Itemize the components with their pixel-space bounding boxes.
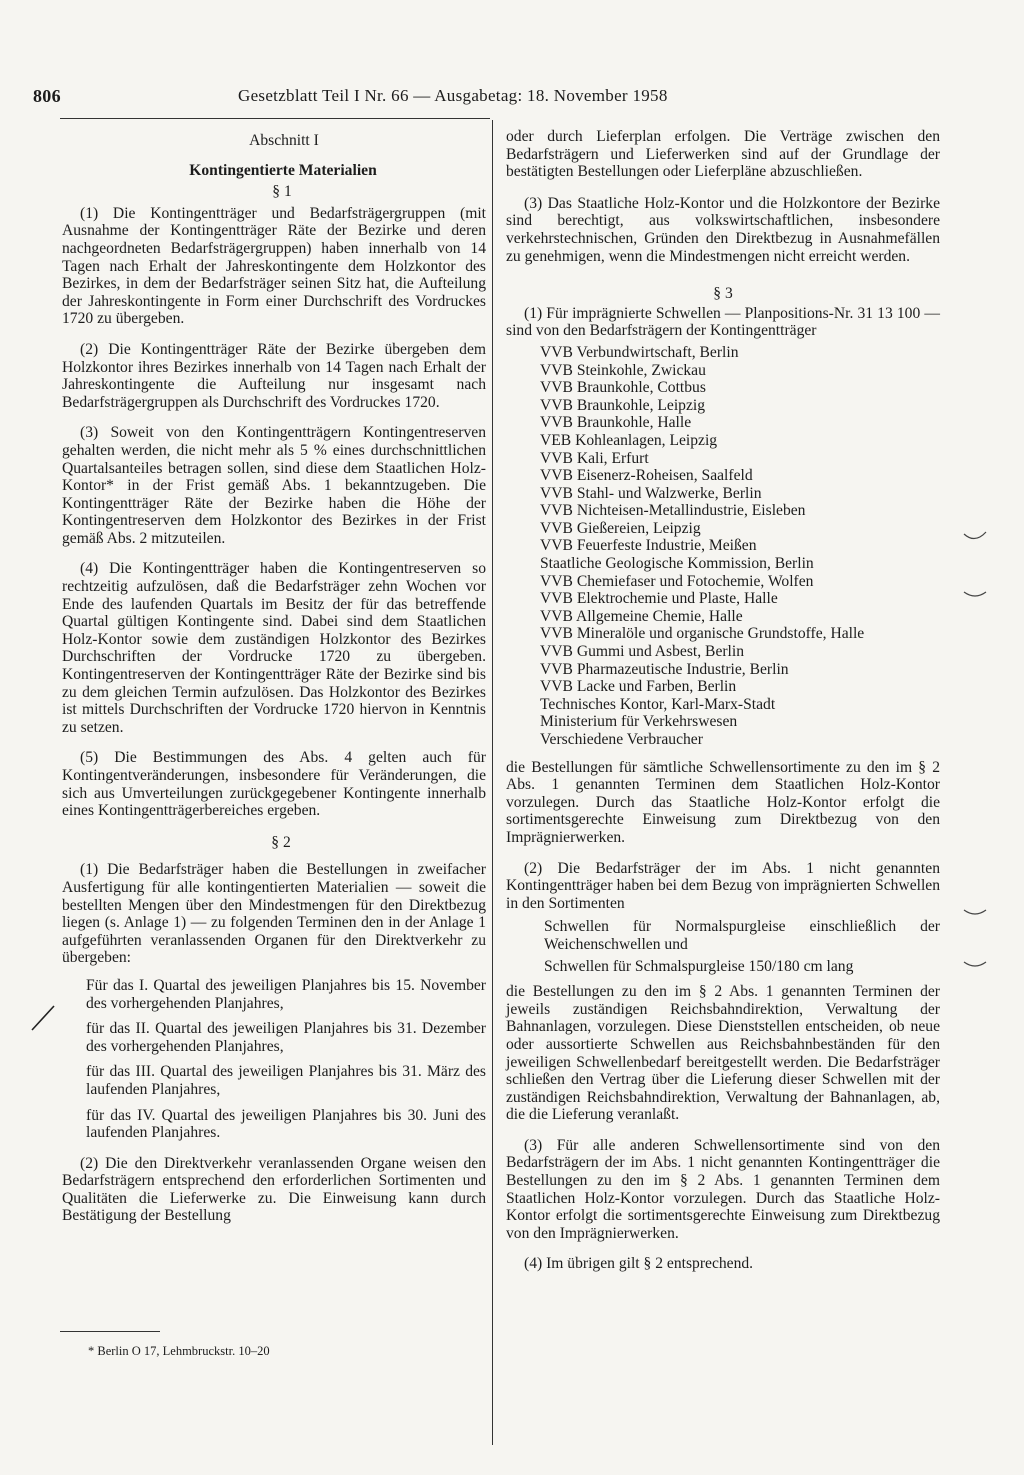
list-item: VVB Mineralöle und organische Grundstoffe, Halle <box>540 625 865 643</box>
section-title: Abschnitt I <box>249 132 319 149</box>
list-item: VEB Kohleanlagen, Leipzig <box>540 431 718 449</box>
list-item: VVB Eisenerz-Roheisen, Saalfeld <box>540 467 753 485</box>
list-item: VVB Allgemeine Chemie, Halle <box>540 607 743 625</box>
list-item: VVB Braunkohle, Halle <box>540 414 692 432</box>
continuation-text: oder durch Lieferplan erfolgen. Die Verträge zwischen den Bedarfsträgern und Lieferwerken sind auf der Grundlage der bestätigten Bestellungen oder Lieferpläne abzuschließen. <box>506 128 940 181</box>
paragraph-3-heading: § 3 <box>713 285 733 303</box>
p2-1: (1) Die Bedarfsträger haben die Bestellungen in zweifacher Ausfertigung für alle kontingentierten Materialien — soweit die bestellten Mengen über den Mindestmengen für den Direktbezug liegen (s. Anlage 1) — zu folgenden Terminen den in der Anlage 1 aufgeführten veranlassenden Organen für den Direktverkehr zu übergeben: <box>62 861 486 967</box>
section-subtitle: Kontingentierte Materialien <box>189 161 377 179</box>
list-item: VVB Gießereien, Leipzig <box>540 519 701 537</box>
p3-1-continuation: die Bestellungen für sämtliche Schwellensortimente zu den im § 2 Abs. 1 genannten Terminen dem Staatlichen Holz-Kontor vorzulegen. Durch das Staatliche Holz-Kontor erfolgt die sortimentsgerechte Einweisung zum Direktbezug von den Imprägnierwerken. <box>506 758 940 846</box>
p2-2: (2) Die den Direktverkehr veranlassenden Organe weisen den Bedarfsträgern entsprechend den erforderlichen Sortimenten und Qualitäten die Lieferwerke zu. Die Einweisung kann durch Bestätigung der Bestellung <box>62 1154 486 1225</box>
p3-1: (1) Für imprägnierte Schwellen — Planpositions-Nr. 31 13 100 — sind von den Bedarfsträgern der Kontingentträger <box>506 304 940 340</box>
list-item: VVB Feuerfeste Industrie, Meißen <box>540 537 757 555</box>
list-item: VVB Nichteisen-Metallindustrie, Eisleben <box>540 502 806 520</box>
list-item: Ministerium für Verkehrswesen <box>540 713 738 731</box>
list-item: VVB Chemiefaser und Fotochemie, Wolfen <box>540 572 814 590</box>
list-item: VVB Lacke und Farben, Berlin <box>540 678 737 696</box>
margin-mark <box>962 530 988 544</box>
list-item: VVB Gummi und Asbest, Berlin <box>540 643 745 661</box>
organization-list <box>540 344 940 749</box>
list-item: VVB Steinkohle, Zwickau <box>540 361 706 379</box>
quarter-2: für das II. Quartal des jeweiligen Planjahres bis 31. Dezember des vorhergehenden Planjahres, <box>86 1020 486 1055</box>
quarter-4: für das IV. Quartal des jeweiligen Planjahres bis 30. Juni des laufenden Planjahres. <box>86 1106 486 1142</box>
p1-4: (4) Die Kontingentträger haben die Kontingentreserven so rechtzeitig aufzulösen, daß die Bedarfsträger zehn Wochen vor Ende des laufenden Quartals im Besitz der für das betreffende Quartal gültigen Kontingente sind. Dabei sind dem Staatlichen Holz-Kontor sowie dem zuständigen Holzkontor des Bezirkes Durchschriften der Vordrucke 1720 zu übergeben. Kontingentreserven der Kontingentträger Räte der Bezirke sind bis zu dem gleichen Termin aufzulösen. Das Holzkontor des Bezirkes ist mittels Durchschriften der Vordrucke 1720 hiervon in Kenntnis zu setzen. <box>62 560 486 736</box>
column-rule <box>492 120 493 1445</box>
running-head: Gesetzblatt Teil I Nr. 66 — Ausgabetag: 18. November 1958 <box>238 86 668 105</box>
p3-2: (2) Die Bedarfsträger der im Abs. 1 nicht genannten Kontingentträger haben bei dem Bezug von imprägnierten Schwellen in den Sortimenten <box>506 859 940 912</box>
list-item: Verschiedene Verbraucher <box>540 731 703 748</box>
p2-3: (3) Das Staatliche Holz-Kontor und die Holzkontore der Bezirke sind berechtigt, aus volkswirtschaftlichen, insbesondere verkehrstechnischen, Gründen den Direktbezug in Ausnahmefällen zu genehmigen, wenn die Mindestmengen nicht erreicht werden. <box>506 194 940 265</box>
p3-4: (4) Im übrigen gilt § 2 entsprechend. <box>524 1255 754 1273</box>
p1-5: (5) Die Bestimmungen des Abs. 4 gelten auch für Kontingentveränderungen, insbesondere für Veränderungen, die sich aus Umverteilungen zurückgegebener Kontingente innerhalb eines Kontingentträgerbereiches ergeben. <box>62 749 486 820</box>
list-item: VVB Braunkohle, Cottbus <box>540 379 706 397</box>
list-item: VVB Pharmazeutische Industrie, Berlin <box>540 660 789 678</box>
quarter-1: Für das I. Quartal des jeweiligen Planjahres bis 15. November des vorhergehenden Planjahres, <box>86 976 486 1012</box>
p1-1: (1) Die Kontingentträger und Bedarfsträgergruppen (mit Ausnahme der Kontingentträger Räte der Bezirke und deren nachgeordneten Bedarfsträgergruppen) haben innerhalb von 14 Tagen nach Erhalt der Jahreskontingente dem Holzkontor des Bezirkes, in dem der Bedarfsträger seinen Sitz hat, die Aufteilung der Jahreskontingente in Form einer Durchschrift des Vordruckes 1720 zu übergeben. <box>62 204 486 328</box>
sortiment-2: Schwellen für Schmalspurgleise 150/180 cm lang <box>544 957 854 975</box>
footnote-rule <box>60 1331 160 1332</box>
left-column <box>62 132 486 1225</box>
footnote: * Berlin O 17, Lehmbruckstr. 10–20 <box>88 1344 270 1358</box>
margin-mark <box>962 906 988 920</box>
header-rule <box>60 118 490 119</box>
sortiment-1: Schwellen für Normalspurgleise einschließlich der Weichenschwellen und <box>544 918 940 953</box>
quarter-3: für das III. Quartal des jeweiligen Planjahres bis 31. März des laufenden Planjahres, <box>86 1063 486 1098</box>
p1-3: (3) Soweit von den Kontingentträgern Kontingentreserven gehalten werden, die nicht mehr als 5 % eines durchschnittlichen Quartalsanteiles betragen sollen, sind diese dem Staatlichen Holz-Kontor* in der Frist gemäß Abs. 1 bekanntzugeben. Die Kontingentträger Räte der Bezirke haben die Höhe der Kontingentreserven dem Holzkontor des Bezirkes in der Frist gemäß Abs. 2 mitzuteilen. <box>62 424 486 547</box>
paragraph-2-heading: § 2 <box>271 833 291 851</box>
list-item: VVB Braunkohle, Leipzig <box>540 396 705 414</box>
right-column <box>506 128 940 1273</box>
margin-mark <box>962 588 988 602</box>
paragraph-1-heading: § 1 <box>272 183 292 201</box>
list-item: VVB Kali, Erfurt <box>540 449 649 467</box>
list-item: VVB Elektrochemie und Plaste, Halle <box>540 590 778 608</box>
page-number: 806 <box>33 86 61 106</box>
list-item: Technisches Kontor, Karl-Marx-Stadt <box>540 695 776 713</box>
margin-mark <box>962 958 988 972</box>
margin-slash-mark <box>30 1004 56 1032</box>
p3-2-continuation: die Bestellungen zu den im § 2 Abs. 1 genannten Terminen der jeweils zuständigen Reichsbahndirektion, Verwaltung der Bahnanlagen, vorzulegen. Diese Dienststellen entscheiden, ob neue oder aussortierte Schwellen aus Reichsbahnbeständen für den jeweiligen Schwellenbedarf bereitgestellt werden. Die Bedarfsträger schließen den Vertrag über die Lieferung dieser Schwellen mit der zuständigen Reichsbahndirektion, Verwaltung der Bahnanlagen, ab, die die Lieferung veranlaßt. <box>506 983 940 1124</box>
p3-3: (3) Für alle anderen Schwellensortimente sind von den Bedarfsträgern der im Abs. 1 nicht genannten Kontingentträger die Bestellungen zu den im § 2 Abs. 1 genannten Terminen dem Staatlichen Holz-Kontor vorzulegen. Durch das Staatliche Holz-Kontor erfolgt die sortimentsgerechte Einweisung zum Direktbezug von den Imprägnierwerken. <box>506 1136 940 1242</box>
list-item: VVB Stahl- und Walzwerke, Berlin <box>540 484 762 502</box>
list-item: Staatliche Geologische Kommission, Berlin <box>540 555 814 573</box>
p1-2: (2) Die Kontingentträger Räte der Bezirke übergeben dem Holzkontor ihres Bezirkes innerhalb von 14 Tagen nach Erhalt der Jahreskontingente die Aufteilung nur insgesamt nach Bedarfsträgergruppen als Durchschrift des Vordruckes 1720. <box>62 340 486 411</box>
list-item: VVB Verbundwirtschaft, Berlin <box>540 343 739 361</box>
